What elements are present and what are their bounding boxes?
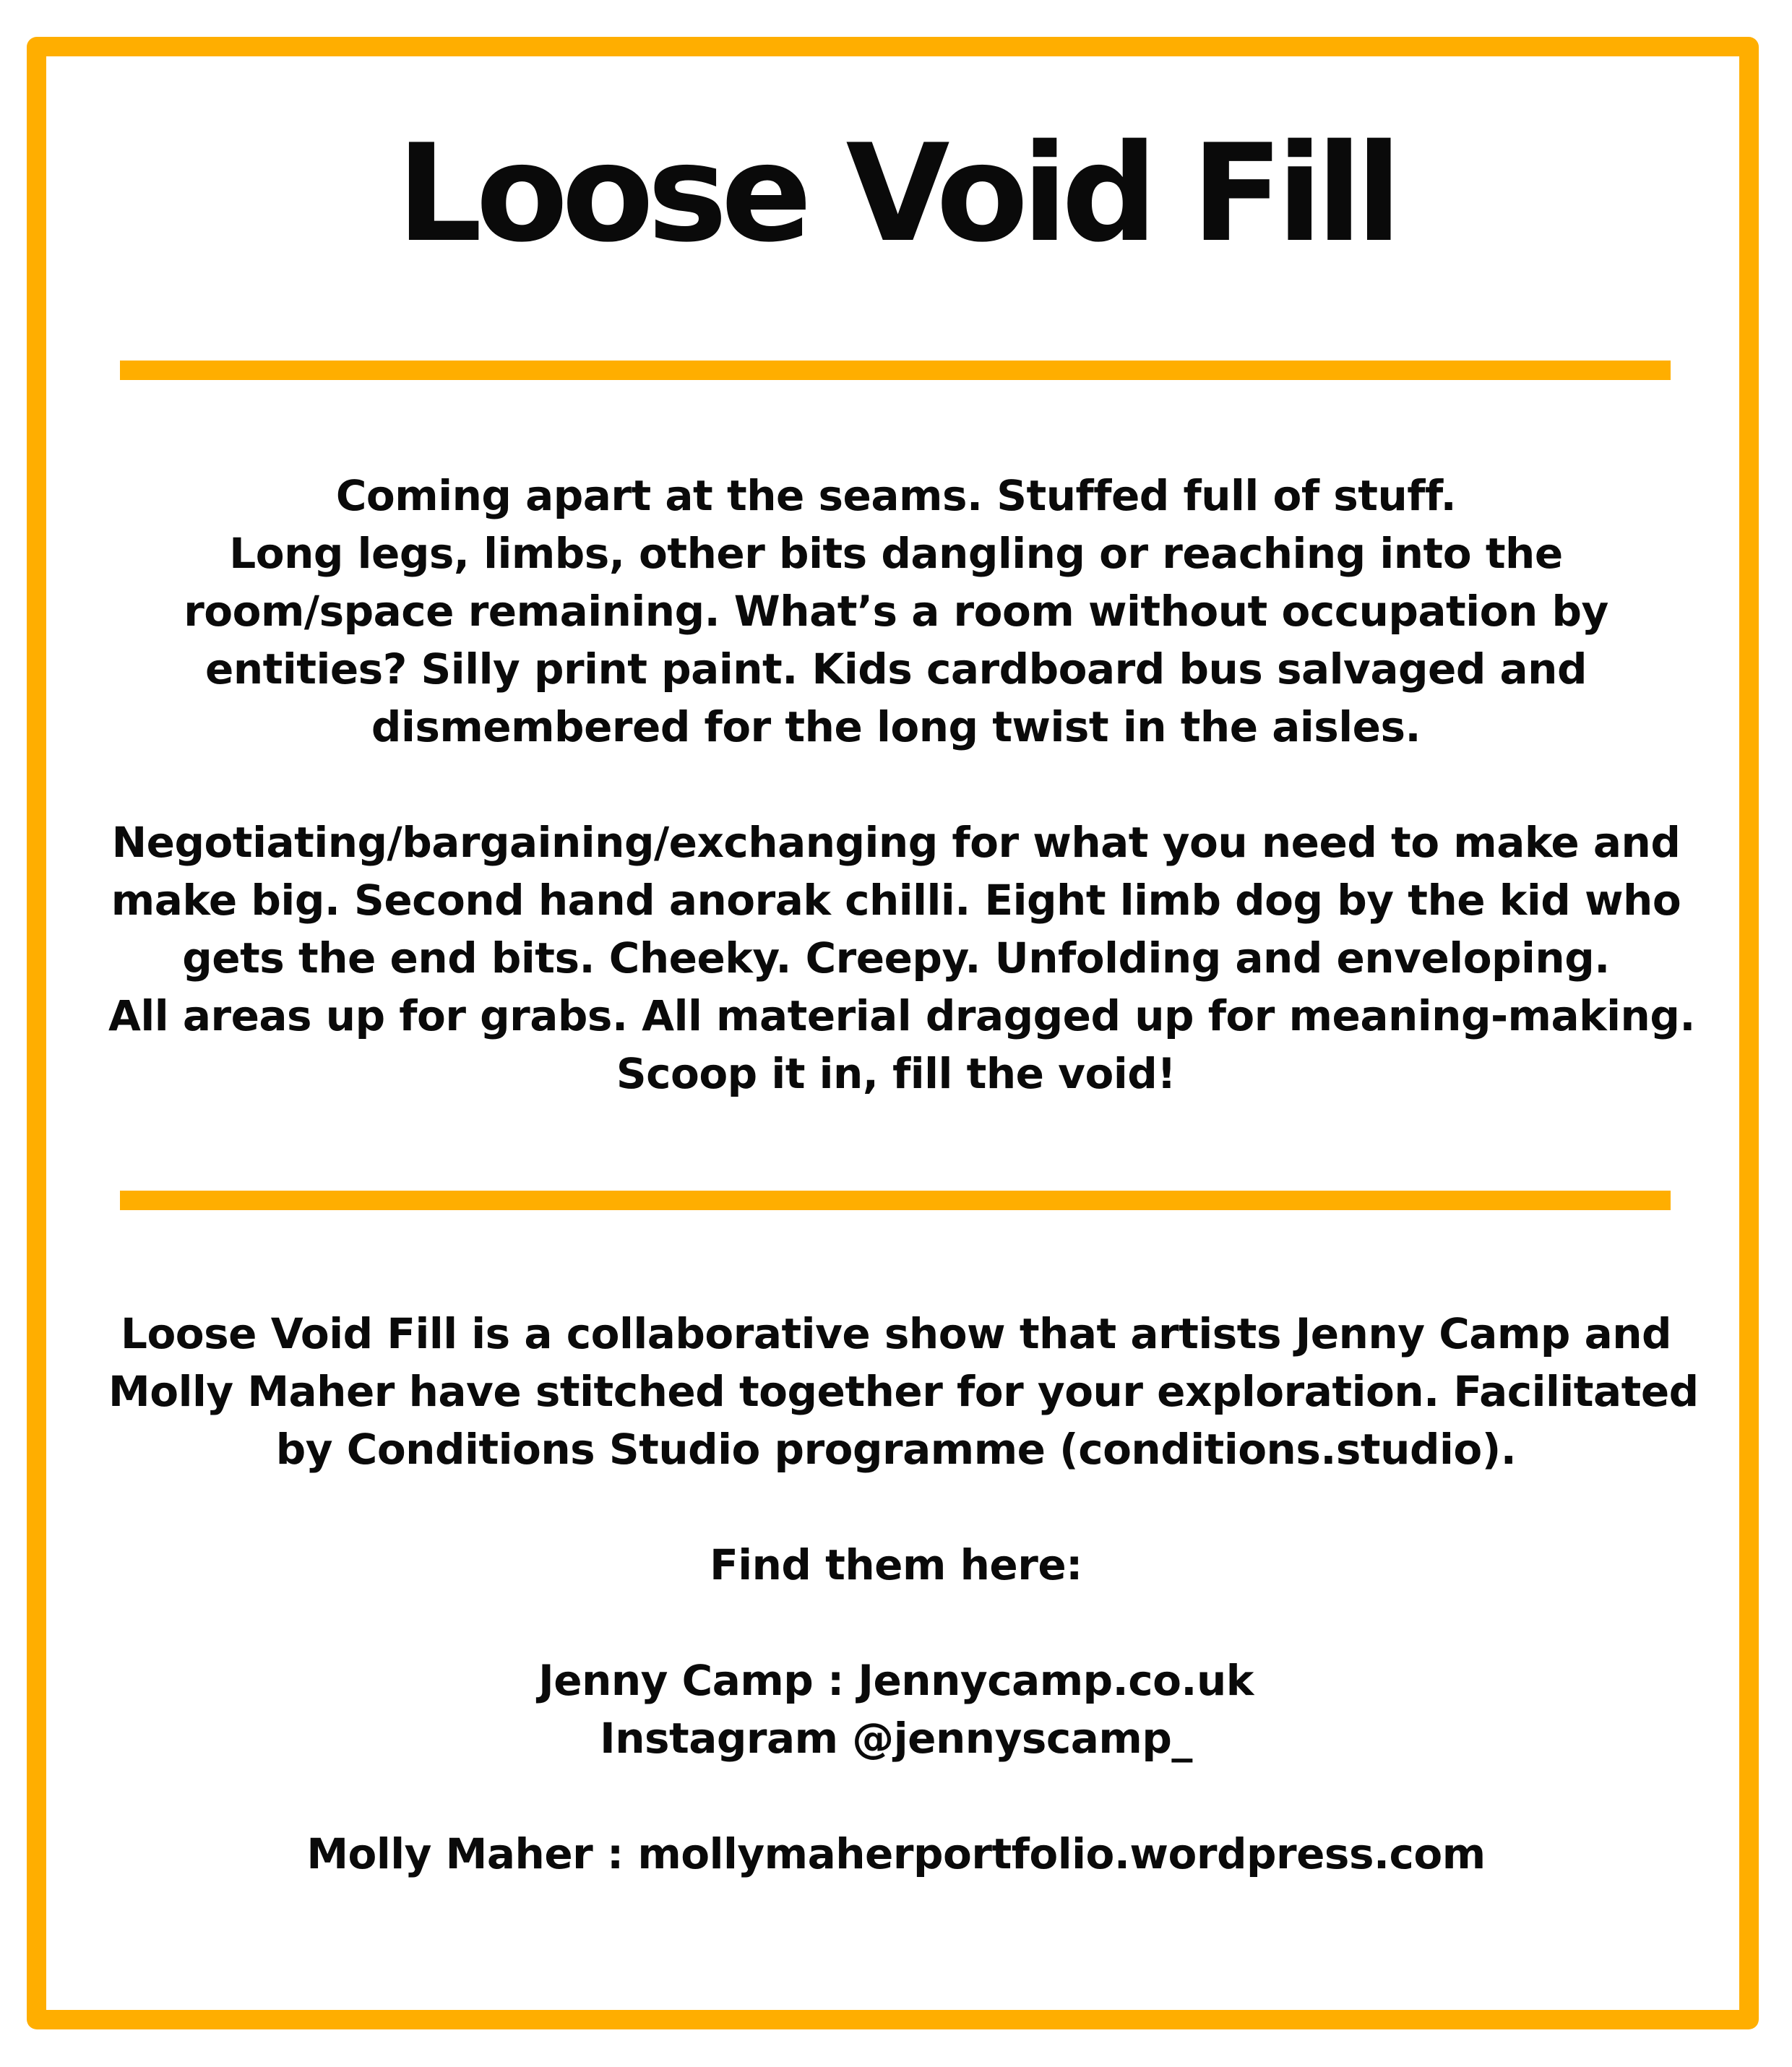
description-line: Coming apart at the seams. Stuffed full of stuff. — [335, 471, 1457, 520]
jenny-camp-website: Jenny Camp : Jennycamp.co.uk — [538, 1656, 1254, 1705]
description-line: room/space remaining. What’s a room without occupation by — [184, 587, 1608, 636]
description-line: Scoop it in, fill the void! — [616, 1049, 1176, 1098]
divider-bottom — [120, 1191, 1671, 1210]
jenny-camp-contact — [108, 1652, 1684, 1767]
description-line: entities? Silly print paint. Kids cardboard bus salvaged and — [205, 644, 1587, 694]
divider-top — [120, 361, 1671, 380]
jenny-camp-instagram: Instagram @jennyscamp_ — [600, 1714, 1192, 1763]
molly-maher-website: Molly Maher : mollymaherportfolio.wordpress.com — [306, 1829, 1486, 1878]
about-paragraph — [108, 1305, 1699, 1478]
description-line: dismembered for the long twist in the aisles. — [371, 702, 1421, 751]
about-line: Loose Void Fill is a collaborative show that artists Jenny Camp and — [120, 1309, 1672, 1358]
about-line: Molly Maher have stitched together for your exploration. Facilitated — [108, 1367, 1699, 1416]
description-line: Long legs, limbs, other bits dangling or reaching into the — [229, 529, 1563, 578]
description-line: make big. Second hand anorak chilli. Eight limb dog by the kid who — [111, 876, 1681, 925]
page-title: Loose Void Fill — [396, 115, 1396, 272]
description-line: gets the end bits. Cheeky. Creepy. Unfolding and enveloping. — [182, 933, 1610, 983]
find-heading-text: Find them here: — [710, 1540, 1082, 1589]
description-paragraph-2 — [108, 814, 1695, 1102]
find-heading — [108, 1536, 1684, 1594]
description-paragraph-1 — [108, 467, 1684, 756]
description-line: Negotiating/bargaining/exchanging for what you need to make and — [111, 818, 1681, 867]
molly-maher-contact — [108, 1825, 1684, 1883]
description-line: All areas up for grabs. All material dragged up for meaning-making. — [108, 991, 1695, 1040]
about-line: by Conditions Studio programme (conditions.studio). — [275, 1425, 1517, 1474]
